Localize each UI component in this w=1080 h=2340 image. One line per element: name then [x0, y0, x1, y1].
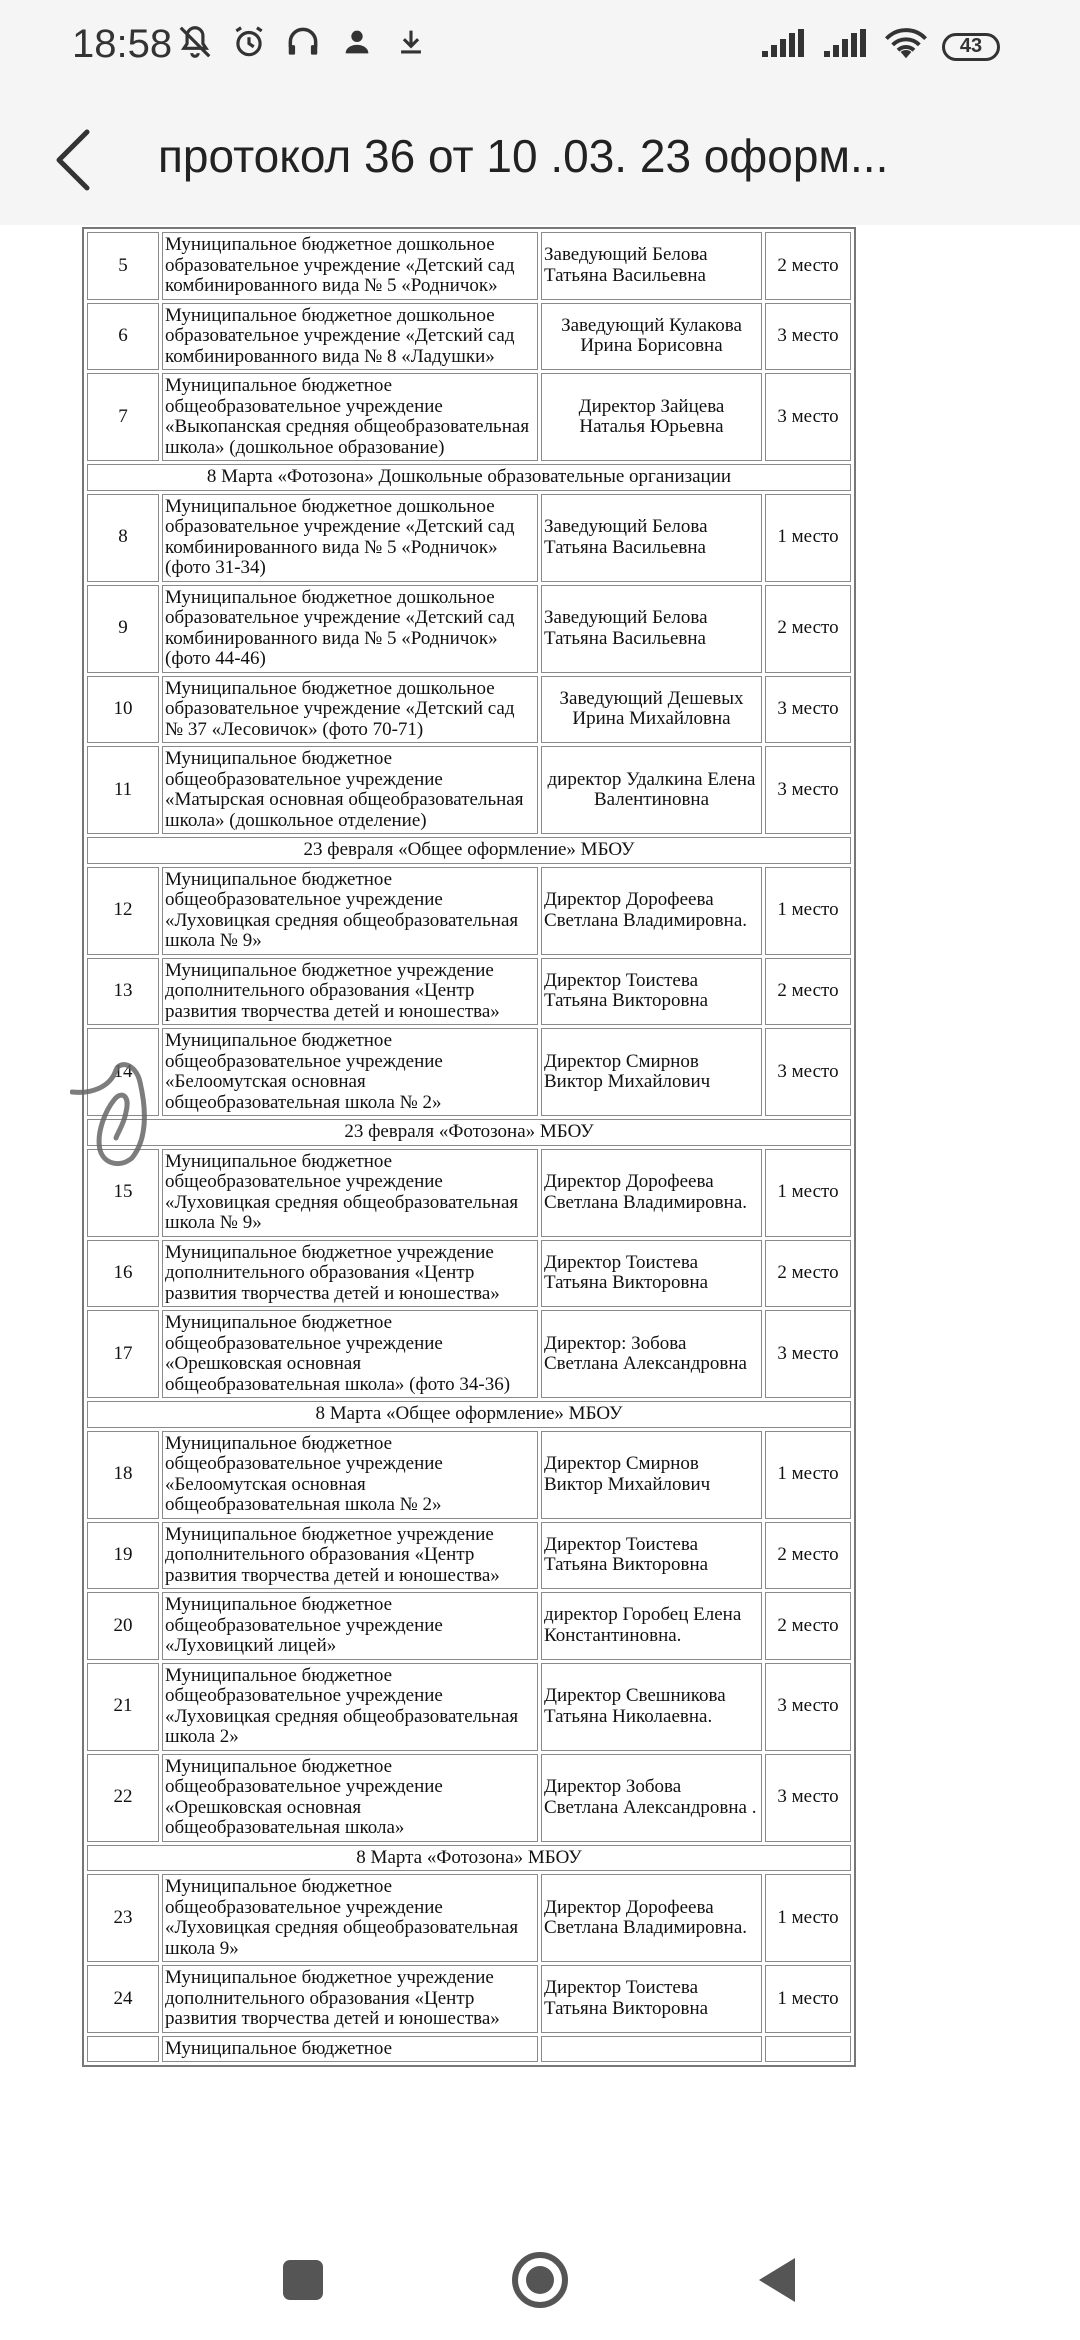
navigation-bar [0, 2210, 1080, 2340]
director-name: Заведующий Белова Татьяна Васильевна [541, 232, 762, 300]
row-number: 9 [87, 585, 159, 673]
place-award: 1 место [765, 1874, 851, 1962]
director-name: Директор Смирнов Виктор Михайлович [541, 1028, 762, 1116]
director-name: Заведующий Белова Татьяна Васильевна [541, 585, 762, 673]
row-number: 5 [87, 232, 159, 300]
table-row [87, 1522, 851, 1590]
row-number [87, 2036, 159, 2063]
place-award: 3 место [765, 1310, 851, 1398]
place-award: 3 место [765, 303, 851, 371]
organization-name: Муниципальное бюджетное общеобразовательное учреждение «Луховицкий лицей» [162, 1592, 538, 1660]
document-title: протокол 36 от 10 .03. 23 оформ... [158, 130, 889, 182]
row-number: 21 [87, 1663, 159, 1751]
organization-name: Муниципальное бюджетное дошкольное образовательное учреждение «Детский сад № 37 «Лесовичок» (фото 70-71) [162, 676, 538, 744]
organization-name: Муниципальное бюджетное учреждение дополнительного образования «Центр развития творчества детей и юношества» [162, 1240, 538, 1308]
table-row [87, 1028, 851, 1116]
table-row [87, 1965, 851, 2033]
app-bar [0, 95, 1080, 225]
place-award: 2 место [765, 585, 851, 673]
director-name: Заведующий Белова Татьяна Васильевна [541, 494, 762, 582]
place-award: 3 место [765, 1663, 851, 1751]
table-row [87, 676, 851, 744]
table-row [87, 746, 851, 834]
table-row [87, 303, 851, 371]
place-award: 2 место [765, 958, 851, 1026]
table-row [87, 958, 851, 1026]
place-award: 2 место [765, 1592, 851, 1660]
organization-name: Муниципальное бюджетное учреждение дополнительного образования «Центр развития творчества детей и юношества» [162, 1522, 538, 1590]
director-name: Директор: Зобова Светлана Александровна [541, 1310, 762, 1398]
table-row [87, 1431, 851, 1519]
table-row [87, 1754, 851, 1842]
results-table [82, 227, 856, 2067]
section-header: 8 Марта «Фотозона» МБОУ [87, 1845, 851, 1872]
row-number: 10 [87, 676, 159, 744]
table-row-partial [87, 2036, 851, 2063]
section-header-row [87, 464, 851, 491]
battery-icon [942, 33, 1000, 61]
director-name: Заведующий Дешевых Ирина Михайловна [541, 676, 762, 744]
section-header: 23 февраля «Фотозона» МБОУ [87, 1119, 851, 1146]
battery-level: 43 [959, 35, 983, 57]
place-award: 1 место [765, 1431, 851, 1519]
download-icon [391, 22, 431, 62]
director-name: Директор Тоистева Татьяна Викторовна [541, 958, 762, 1026]
place-award: 3 место [765, 676, 851, 744]
wifi-icon [884, 28, 928, 65]
director-name: директор Удалкина Елена Валентиновна [541, 746, 762, 834]
director-name: Директор Зайцева Наталья Юрьевна [541, 373, 762, 461]
section-header: 8 Марта «Фотозона» Дошкольные образовательные организации [87, 464, 851, 491]
organization-name: Муниципальное бюджетное общеобразовательное учреждение «Матырская основная общеобразовательная школа» (дошкольное отделение) [162, 746, 538, 834]
place-award: 1 место [765, 867, 851, 955]
table-row [87, 585, 851, 673]
status-time: 18:58 [72, 22, 173, 66]
organization-name: Муниципальное бюджетное общеобразовательное учреждение «Выкопанская средняя общеобразовательная школа» (дошкольное образование) [162, 373, 538, 461]
director-name: Директор Дорофеева Светлана Владимировна. [541, 1149, 762, 1237]
organization-name: Муниципальное бюджетное общеобразовательное учреждение «Луховицкая средняя общеобразовательная школа № 9» [162, 867, 538, 955]
table-row [87, 373, 851, 461]
place-award: 1 место [765, 1149, 851, 1237]
director-name: Директор Дорофеева Светлана Владимировна. [541, 1874, 762, 1962]
back-button[interactable] [38, 115, 108, 205]
director-name: директор Горобец Елена Константиновна. [541, 1592, 762, 1660]
row-number: 24 [87, 1965, 159, 2033]
table-row [87, 494, 851, 582]
section-header: 23 февраля «Общее оформление» МБОУ [87, 837, 851, 864]
recent-apps-button[interactable] [268, 2245, 338, 2315]
section-header: 8 Марта «Общее оформление» МБОУ [87, 1401, 851, 1428]
director-name: Директор Свешникова Татьяна Николаевна. [541, 1663, 762, 1751]
section-header-row [87, 837, 851, 864]
place-award [765, 2036, 851, 2063]
director-name: Директор Тоистева Татьяна Викторовна [541, 1965, 762, 2033]
place-award: 1 место [765, 1965, 851, 2033]
row-number: 13 [87, 958, 159, 1026]
table-row [87, 1240, 851, 1308]
home-icon [510, 2250, 570, 2310]
director-name: Директор Тоистева Татьяна Викторовна [541, 1522, 762, 1590]
organization-name: Муниципальное бюджетное дошкольное образовательное учреждение «Детский сад комбинированного вида № 5 «Родничок» [162, 232, 538, 300]
headphones-icon [283, 22, 323, 62]
table-row [87, 232, 851, 300]
place-award: 2 место [765, 1522, 851, 1590]
director-name [541, 2036, 762, 2063]
signal-icon [760, 29, 808, 64]
row-number: 17 [87, 1310, 159, 1398]
organization-name: Муниципальное бюджетное общеобразовательное учреждение «Орешковская основная общеобразовательная школа» (фото 34-36) [162, 1310, 538, 1398]
table-row [87, 1874, 851, 1962]
organization-name: Муниципальное бюджетное общеобразовательное учреждение «Белоомутская основная общеобразовательная школа № 2» [162, 1431, 538, 1519]
row-number: 15 [87, 1149, 159, 1237]
row-number: 11 [87, 746, 159, 834]
director-name: Заведующий Кулакова Ирина Борисовна [541, 303, 762, 371]
status-bar [0, 0, 1080, 95]
director-name: Директор Зобова Светлана Александровна . [541, 1754, 762, 1842]
director-name: Директор Тоистева Татьяна Викторовна [541, 1240, 762, 1308]
organization-name: Муниципальное бюджетное учреждение дополнительного образования «Центр развития творчества детей и юношества» [162, 958, 538, 1026]
chevron-left-icon [53, 128, 93, 192]
place-award: 3 место [765, 373, 851, 461]
back-nav-button[interactable] [742, 2245, 812, 2315]
director-name: Директор Дорофеева Светлана Владимировна. [541, 867, 762, 955]
place-award: 3 место [765, 746, 851, 834]
organization-name: Муниципальное бюджетное дошкольное образовательное учреждение «Детский сад комбинированного вида № 5 «Родничок» (фото 44-46) [162, 585, 538, 673]
row-number: 8 [87, 494, 159, 582]
organization-name: Муниципальное бюджетное дошкольное образовательное учреждение «Детский сад комбинированного вида № 5 «Родничок» (фото 31-34) [162, 494, 538, 582]
document-viewer[interactable] [0, 225, 1080, 2210]
organization-name: Муниципальное бюджетное учреждение дополнительного образования «Центр развития творчества детей и юношества» [162, 1965, 538, 2033]
row-number: 22 [87, 1754, 159, 1842]
table-row [87, 867, 851, 955]
organization-name: Муниципальное бюджетное общеобразовательное учреждение «Орешковская основная общеобразовательная школа» [162, 1754, 538, 1842]
mute-bell-icon [175, 22, 215, 62]
section-header-row [87, 1401, 851, 1428]
place-award: 1 место [765, 494, 851, 582]
table-row [87, 1663, 851, 1751]
row-number: 19 [87, 1522, 159, 1590]
signal-icon [822, 29, 870, 64]
organization-name: Муниципальное бюджетное общеобразовательное учреждение «Луховицкая средняя общеобразовательная школа № 9» [162, 1149, 538, 1237]
section-header-row [87, 1845, 851, 1872]
alarm-icon [229, 22, 269, 62]
row-number: 16 [87, 1240, 159, 1308]
place-award: 2 место [765, 1240, 851, 1308]
row-number: 7 [87, 373, 159, 461]
section-header-row [87, 1119, 851, 1146]
row-number: 20 [87, 1592, 159, 1660]
row-number: 23 [87, 1874, 159, 1962]
director-name: Директор Смирнов Виктор Михайлович [541, 1431, 762, 1519]
row-number: 12 [87, 867, 159, 955]
place-award: 3 место [765, 1028, 851, 1116]
organization-name: Муниципальное бюджетное общеобразовательное учреждение «Луховицкая средняя общеобразовательная школа 9» [162, 1874, 538, 1962]
place-award: 3 место [765, 1754, 851, 1842]
row-number: 18 [87, 1431, 159, 1519]
organization-name: Муниципальное бюджетное общеобразовательное учреждение «Белоомутская основная общеобразовательная школа № 2» [162, 1028, 538, 1116]
recent-apps-icon [281, 2258, 325, 2302]
table-row [87, 1310, 851, 1398]
back-icon [755, 2255, 799, 2305]
home-button[interactable] [505, 2245, 575, 2315]
row-number: 14 [87, 1028, 159, 1116]
organization-name: Муниципальное бюджетное дошкольное образовательное учреждение «Детский сад комбинированного вида № 8 «Ладушки» [162, 303, 538, 371]
organization-name: Муниципальное бюджетное общеобразовательное учреждение «Луховицкая средняя общеобразовательная школа 2» [162, 1663, 538, 1751]
row-number: 6 [87, 303, 159, 371]
table-row [87, 1592, 851, 1660]
organization-name: Муниципальное бюджетное [162, 2036, 538, 2063]
place-award: 2 место [765, 232, 851, 300]
table-row [87, 1149, 851, 1237]
person-icon [337, 22, 377, 62]
